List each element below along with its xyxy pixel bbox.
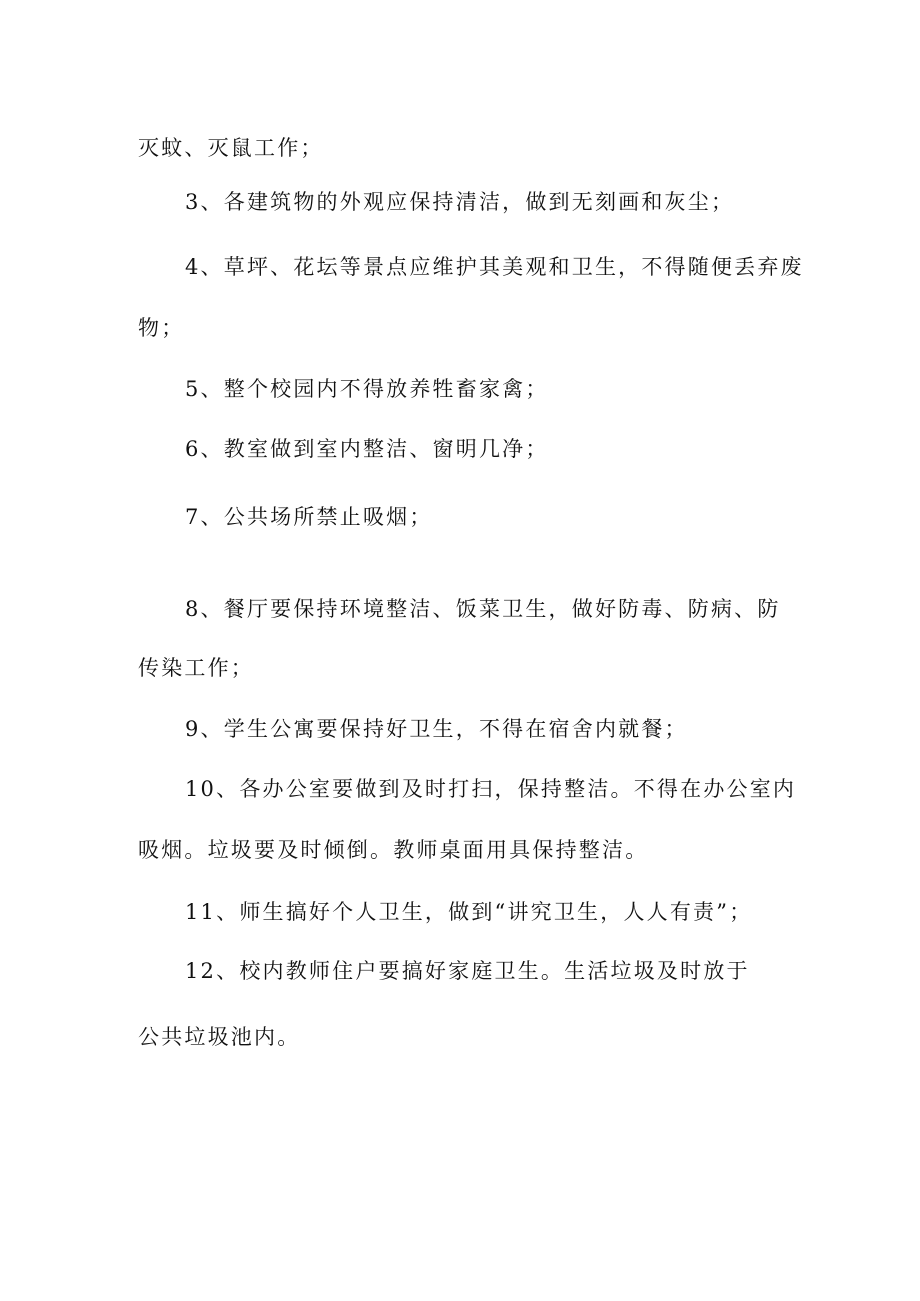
rule-item-10-continuation: 吸烟。垃圾要及时倾倒。教师桌面用具保持整洁。 bbox=[138, 838, 649, 862]
rule-item-10: 10、各办公室要做到及时打扫，保持整洁。不得在办公室内 bbox=[185, 777, 797, 801]
rule-item-9: 9、学生公寓要保持好卫生，不得在宿舍内就餐； bbox=[185, 717, 688, 741]
rule-item-5: 5、整个校园内不得放养牲畜家禽； bbox=[185, 377, 549, 401]
rule-item-12-continuation: 公共垃圾池内。 bbox=[138, 1025, 301, 1049]
rule-item-11: 11、师生搞好个人卫生，做到“讲究卫生，人人有责”； bbox=[185, 900, 753, 924]
rule-item-8: 8、餐厅要保持环境整洁、饭菜卫生，做好防毒、防病、防 bbox=[185, 597, 781, 621]
text-line-continuation-1: 灭蚊、灭鼠工作； bbox=[138, 136, 324, 160]
rule-item-4: 4、草坪、花坛等景点应维护其美观和卫生，不得随便丢弃废 bbox=[185, 255, 804, 279]
rule-item-8-continuation: 传染工作； bbox=[138, 656, 254, 680]
rule-item-12: 12、校内教师住户要搞好家庭卫生。生活垃圾及时放于 bbox=[185, 959, 750, 983]
rule-item-3: 3、各建筑物的外观应保持清洁，做到无刻画和灰尘； bbox=[185, 190, 735, 214]
rule-item-6: 6、教室做到室内整洁、窗明几净； bbox=[185, 437, 549, 461]
rule-item-4-continuation: 物； bbox=[138, 316, 185, 340]
rule-item-7: 7、公共场所禁止吸烟； bbox=[185, 505, 433, 529]
